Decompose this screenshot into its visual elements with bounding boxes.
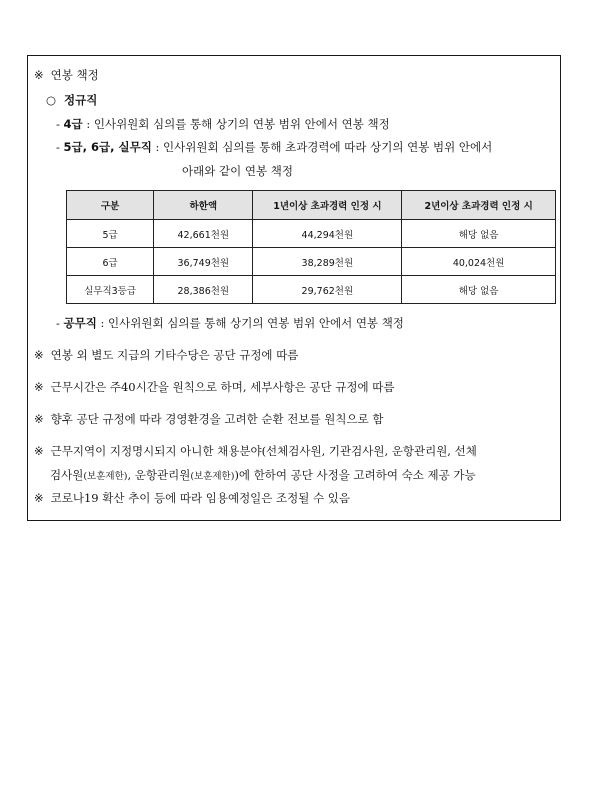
- grade56-line: [56, 140, 492, 154]
- note-text: 연봉 외 별도 지급의 기타수당은 공단 규정에 따름: [50, 348, 299, 362]
- note-text: 근무시간은 주40시간을 원칙으로 하며, 세부사항은 공단 규정에 따름: [50, 380, 395, 394]
- regular-heading: [46, 93, 97, 107]
- note-rotation: [34, 412, 383, 426]
- note-allowance: [34, 348, 298, 362]
- public-official-line: [56, 316, 404, 330]
- note-housing-line2: [50, 468, 476, 484]
- salary-title-text: 연봉 책정: [50, 68, 99, 82]
- table-header-cell: 구분: [67, 191, 154, 220]
- reference-mark: ※: [34, 444, 44, 458]
- table-cell: 38,289천원: [253, 248, 402, 276]
- dash-bullet: -: [56, 140, 60, 154]
- public-official-text: : 인사위원회 심의를 통해 상기의 연봉 범위 안에서 연봉 책정: [96, 316, 404, 330]
- table-header-cell: 2년이상 초과경력 인정 시: [402, 191, 556, 220]
- note-text: 코로나19 확산 추이 등에 따라 임용예정일은 조정될 수 있음: [50, 491, 351, 505]
- table-row: [67, 276, 556, 304]
- table-cell: 36,749천원: [154, 248, 253, 276]
- dash-bullet: -: [56, 316, 60, 330]
- grade4-label: 4급: [63, 117, 83, 131]
- grade4-text: : 인사위원회 심의를 통해 상기의 연봉 범위 안에서 연봉 책정: [82, 117, 390, 131]
- table-row: [67, 220, 556, 248]
- reference-mark: ※: [34, 348, 44, 362]
- salary-table: [66, 190, 556, 304]
- note-text-small: (보훈제한): [190, 471, 235, 482]
- table-header-cell: 하한액: [154, 191, 253, 220]
- table-cell: 해당 없음: [402, 220, 556, 248]
- grade56-text-line1: : 인사위원회 심의를 통해 초과경력에 따라 상기의 연봉 범위 안에서: [151, 140, 493, 154]
- public-official-label: 공무직: [63, 316, 97, 330]
- table-cell: 6급: [67, 248, 154, 276]
- note-housing-line1: [34, 444, 477, 458]
- note-working-hours: [34, 380, 394, 394]
- table-cell: 29,762천원: [253, 276, 402, 304]
- grade4-line: [56, 117, 390, 131]
- note-text: 검사원: [50, 468, 84, 482]
- table-cell: 28,386천원: [154, 276, 253, 304]
- circle-bullet: ○: [46, 93, 57, 107]
- reference-mark: ※: [34, 68, 44, 82]
- reference-mark: ※: [34, 380, 44, 394]
- note-text: 근무지역이 지정명시되지 아니한 채용분야(선체검사원, 기관검사원, 운항관리원, 선체: [50, 444, 477, 458]
- note-covid: [34, 491, 350, 505]
- table-cell: 42,661천원: [154, 220, 253, 248]
- table-cell: 5급: [67, 220, 154, 248]
- note-text: , 운항관리원: [127, 468, 191, 482]
- table-cell: 해당 없음: [402, 276, 556, 304]
- table-cell: 40,024천원: [402, 248, 556, 276]
- table-header-row: [67, 191, 556, 220]
- reference-mark: ※: [34, 491, 44, 505]
- note-text: 향후 공단 규정에 따라 경영환경을 고려한 순환 전보를 원칙으로 함: [50, 412, 384, 426]
- table-header-cell: 1년이상 초과경력 인정 시: [253, 191, 402, 220]
- note-text-small: (보훈제한): [83, 471, 128, 482]
- grade56-label: 5급, 6급, 실무직: [63, 140, 152, 154]
- table-row: [67, 248, 556, 276]
- note-text: )에 한하여 공단 사정을 고려하여 숙소 제공 가능: [234, 468, 476, 482]
- regular-heading-text: 정규직: [64, 93, 98, 107]
- grade56-text-line2: 아래와 같이 연봉 책정: [182, 164, 293, 178]
- salary-section-title: [34, 68, 99, 82]
- table-cell: 실무직3등급: [67, 276, 154, 304]
- table-cell: 44,294천원: [253, 220, 402, 248]
- reference-mark: ※: [34, 412, 44, 426]
- dash-bullet: -: [56, 117, 60, 131]
